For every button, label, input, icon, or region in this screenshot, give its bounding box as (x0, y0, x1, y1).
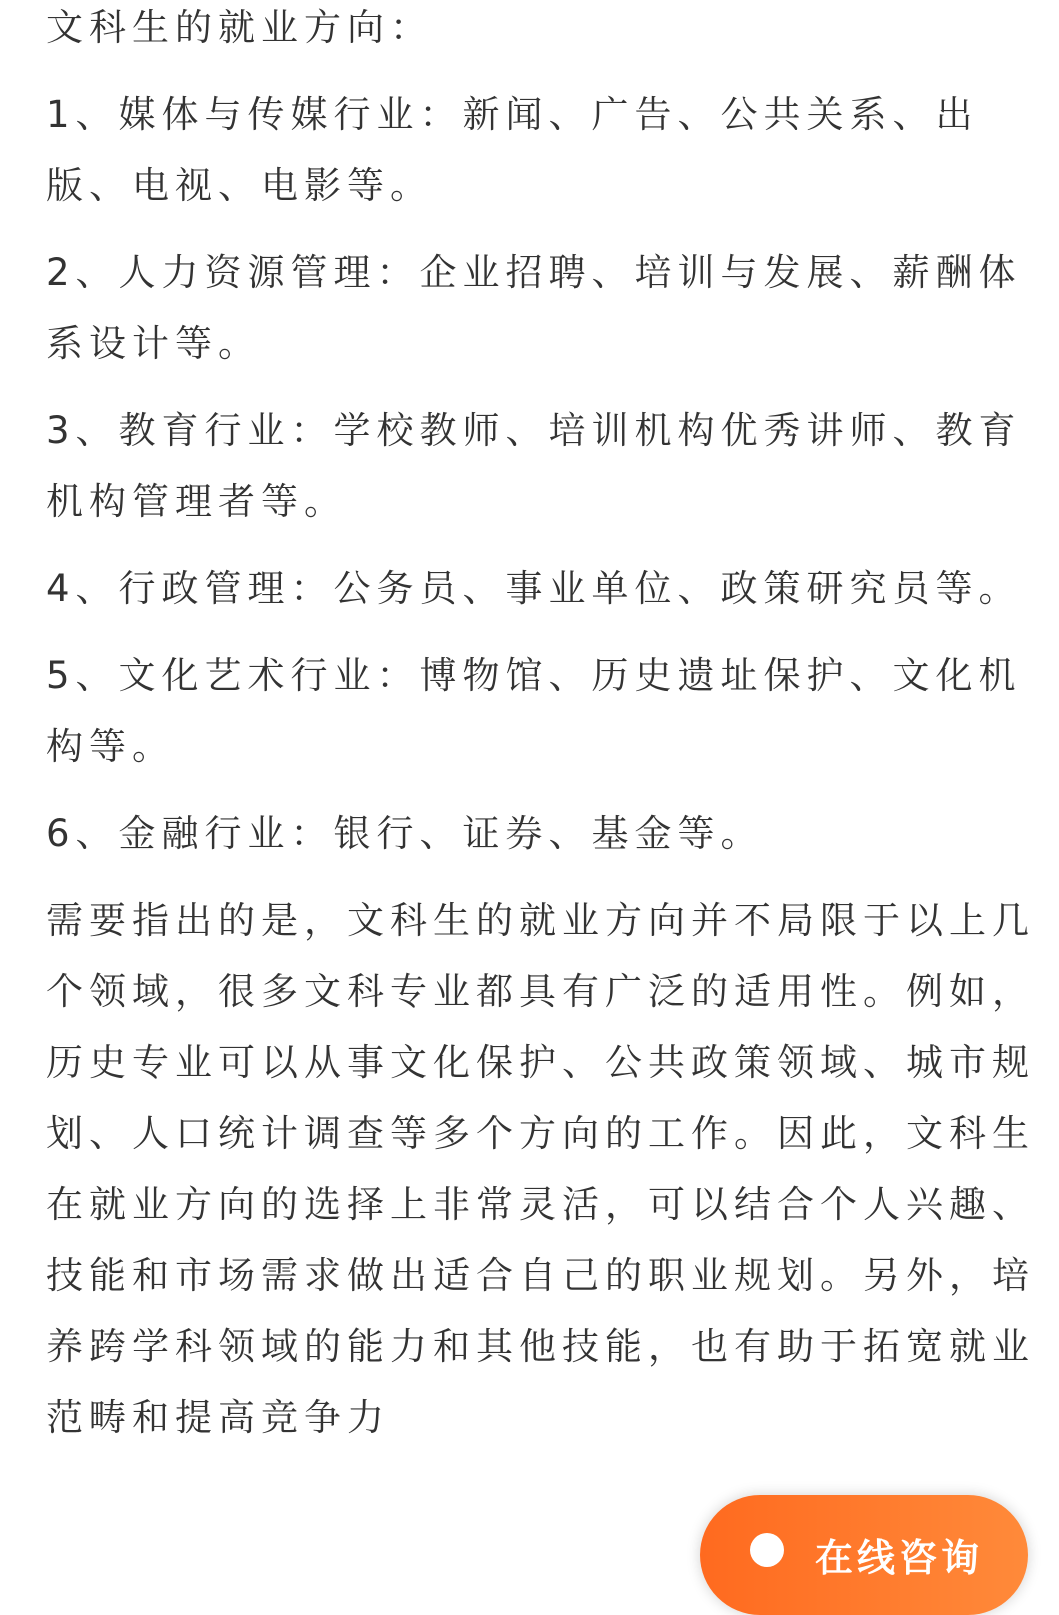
list-item: 5、文化艺术行业：博物馆、历史遗址保护、文化机构等。 (46, 654, 1022, 768)
list-item: 4、行政管理：公务员、事业单位、政策研究员等。 (46, 567, 1022, 610)
chat-icon (750, 1533, 784, 1567)
list-item: 1、媒体与传媒行业：新闻、广告、公共关系、出版、电视、电影等。 (46, 93, 979, 207)
list-item: 3、教育行业：学校教师、培训机构优秀讲师、教育机构管理者等。 (46, 409, 1022, 523)
list-item: 2、人力资源管理：企业招聘、培训与发展、薪酬体系设计等。 (46, 251, 1022, 365)
online-consult-label: 在线咨询 (815, 1536, 984, 1580)
conclusion-paragraph: 需要指出的是，文科生的就业方向并不局限于以上几个领域，很多文科专业都具有广泛的适用性。例如，历史专业可以从事文化保护、公共政策领域、城市规划、人口统计调查等多个方向的工作。因此，文科生在就业方向的选择上非常灵活，可以结合个人兴趣、技能和市场需求做出适合自己的职业规划。另外，培养跨学科领域的能力和其他技能，也有助于拓宽就业范畴和提高竞争力 (46, 899, 1035, 1439)
online-consult-button[interactable] (700, 1495, 1028, 1615)
article-body (46, 0, 1036, 1469)
article-heading: 文科生的就业方向： (46, 6, 433, 49)
list-item: 6、金融行业：银行、证券、基金等。 (46, 812, 764, 855)
